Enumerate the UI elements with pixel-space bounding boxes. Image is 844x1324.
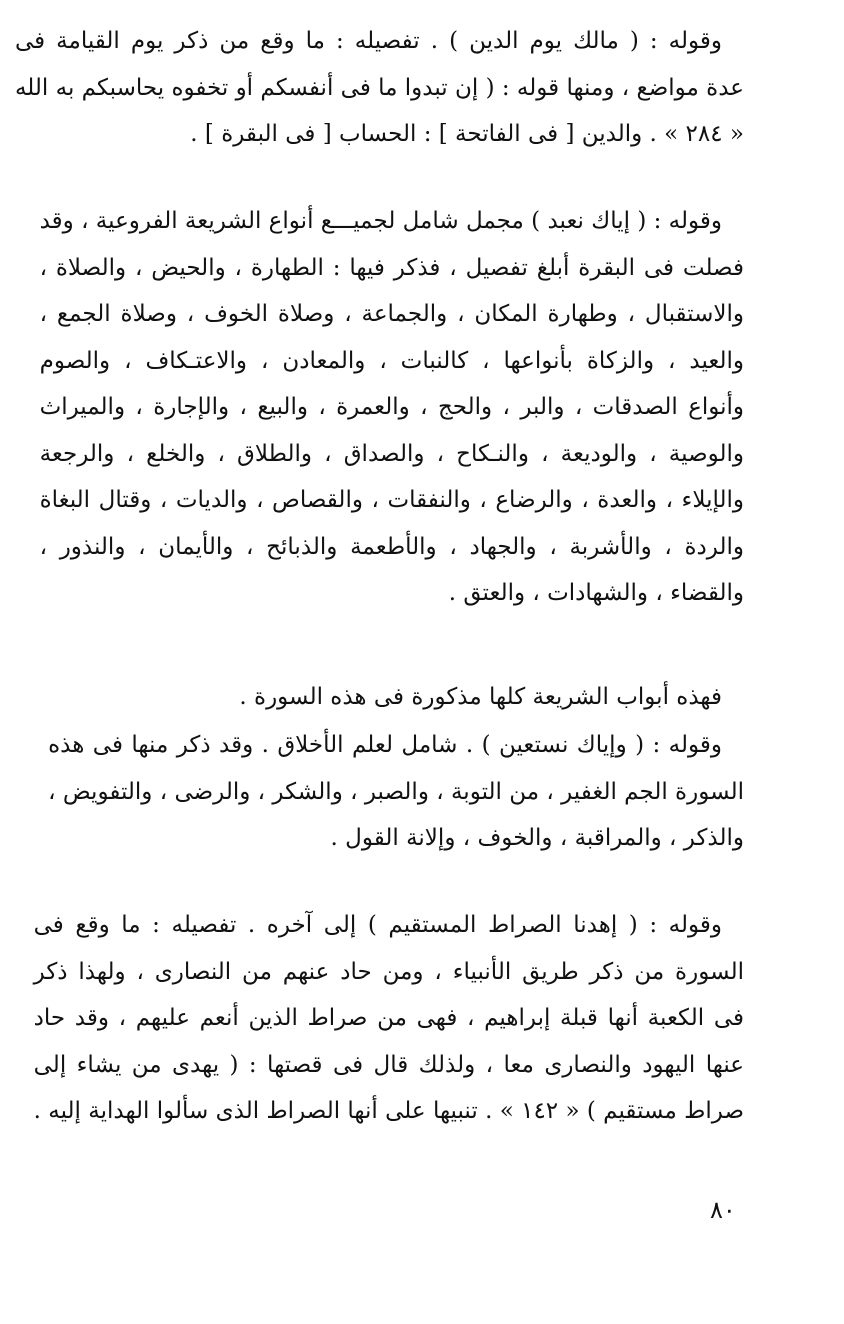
text-line: والاستقبال ، وطهارة المكان ، والجماعة ، وصلاة الخوف ، وصلاة الجمع ، <box>39 301 744 327</box>
text-line: والعيد ، والزكاة بأنواعها ، كالنبات ، والمعادن ، والاعتـكاف ، والصوم <box>39 347 744 374</box>
paragraph-malik-yawm-al-din <box>15 18 744 158</box>
paragraph-iyyaka-nastain <box>48 722 744 862</box>
text-line: والقضاء ، والشهادات ، والعتق . <box>448 580 744 606</box>
text-line: فصلت فى البقرة أبلغ تفصيل ، فذكر فيها : الطهارة ، والحيض ، والصلاة ، <box>39 254 744 281</box>
text-line: وأنواع الصدقات ، والبر ، والحج ، والعمرة ، والبيع ، والإجارة ، والميراث <box>39 394 744 420</box>
text-line: عدة مواضع ، ومنها قوله : ( إن تبدوا ما فى أنفسكم أو تخفوه يحاسبكم به الله <box>14 74 744 101</box>
paragraph-iyyaka-nabudu <box>40 198 744 617</box>
text-line: وقوله : ( وإياك نستعين ) . شامل لعلم الأخلاق . وقد ذكر منها فى هذه <box>48 732 722 758</box>
text-line: السورة من ذكر طريق الأنبياء ، ومن حاد عنهم من النصارى ، ولهذا ذكر <box>33 958 744 985</box>
text-line: وقوله : ( مالك يوم الدين ) . تفصيله : ما وقع من ذكر يوم القيامة فى <box>14 28 722 54</box>
text-line: وقوله : ( إياك نعبد ) مجمل شامل لجميـــع أنواع الشريعة الفروعية ، وقد <box>39 208 722 234</box>
text-line: والردة ، والأشربة ، والجهاد ، والأطعمة والذبائح ، والأيمان ، والنذور ، <box>39 533 744 560</box>
book-page <box>14 18 744 1308</box>
paragraph-abwab-al-sharia <box>239 674 744 721</box>
paragraph-ihdina-al-sirat <box>34 902 744 1135</box>
page-number: ٨٠ <box>710 1196 736 1224</box>
text-line: صراط مستقيم ) « ١٤٢ » . تنبيها على أنها الصراط الذى سألوا الهداية إليه . <box>33 1098 744 1124</box>
text-line: « ٢٨٤ » . والدين [ فى الفاتحة ] : الحساب [ فى البقرة ] . <box>190 121 744 147</box>
text-line: عنها اليهود والنصارى معا ، ولذلك قال فى قصتها : ( يهدى من يشاء إلى <box>33 1051 744 1078</box>
text-line: فى الكعبة أنها قبلة إبراهيم ، فهى من صراط الذين أنعم عليهم ، وقد حاد <box>33 1005 744 1031</box>
text-line: السورة الجم الغفير ، من التوبة ، والصبر ، والشكر ، والرضى ، والتفويض ، <box>48 778 744 805</box>
text-line: والذكر ، والمراقبة ، والخوف ، وإلانة القول . <box>330 825 744 851</box>
text-line: فهذه أبواب الشريعة كلها مذكورة فى هذه السورة . <box>239 684 722 710</box>
text-line: والوصية ، والوديعة ، والنـكاح ، والصداق ، والطلاق ، والخلع ، والرجعة <box>39 440 744 467</box>
text-line: وقوله : ( إهدنا الصراط المستقيم ) إلى آخره . تفصيله : ما وقع فى <box>33 912 722 938</box>
text-line: والإيلاء ، والعدة ، والرضاع ، والنفقات ، والقصاص ، والديات ، وقتال البغاة <box>39 487 744 513</box>
